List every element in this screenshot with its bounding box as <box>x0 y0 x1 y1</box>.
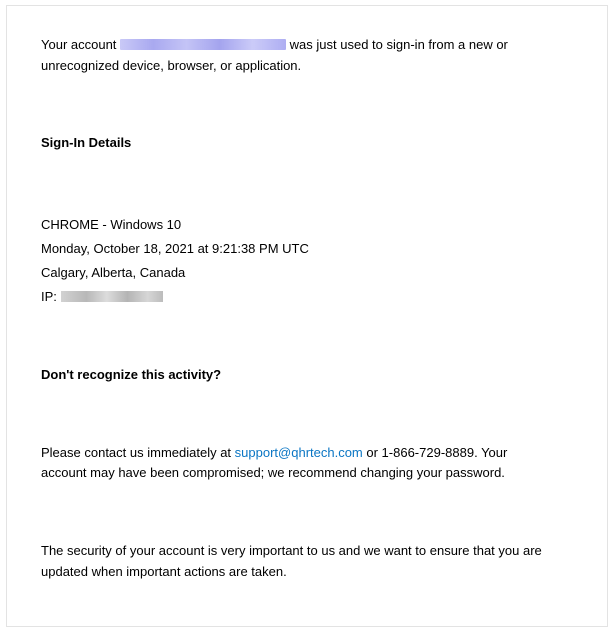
sign-in-datetime: Monday, October 18, 2021 at 9:21:38 PM UTC <box>41 241 309 256</box>
browser-info: CHROME - Windows 10 <box>41 217 182 232</box>
intro-line-1 <box>41 35 508 55</box>
closing-line-2: updated when important actions are taken. <box>41 564 287 579</box>
contact-line-2: account may have been compromised; we recommend changing your password. <box>41 465 505 480</box>
support-email-link[interactable]: support@qhrtech.com <box>234 445 363 460</box>
ip-row <box>41 287 163 307</box>
sign-in-details-heading: Sign-In Details <box>41 135 132 150</box>
closing-line-1: The security of your account is very important to us and we want to ensure that you are <box>41 543 542 558</box>
sign-in-location: Calgary, Alberta, Canada <box>41 265 186 280</box>
contact-prefix: Please contact us immediately at <box>41 445 232 460</box>
intro-line-2: unrecognized device, browser, or application. <box>41 58 302 73</box>
intro-prefix: Your account <box>41 37 117 52</box>
redacted-account-email <box>120 39 286 50</box>
intro-suffix: was just used to sign-in from a new or <box>289 37 508 52</box>
email-frame <box>6 5 608 627</box>
contact-suffix: or 1-866-729-8889. Your <box>366 445 508 460</box>
ip-label: IP: <box>41 289 57 304</box>
contact-line-1 <box>41 443 507 463</box>
warning-heading: Don't recognize this activity? <box>41 367 222 382</box>
redacted-ip <box>61 291 163 302</box>
